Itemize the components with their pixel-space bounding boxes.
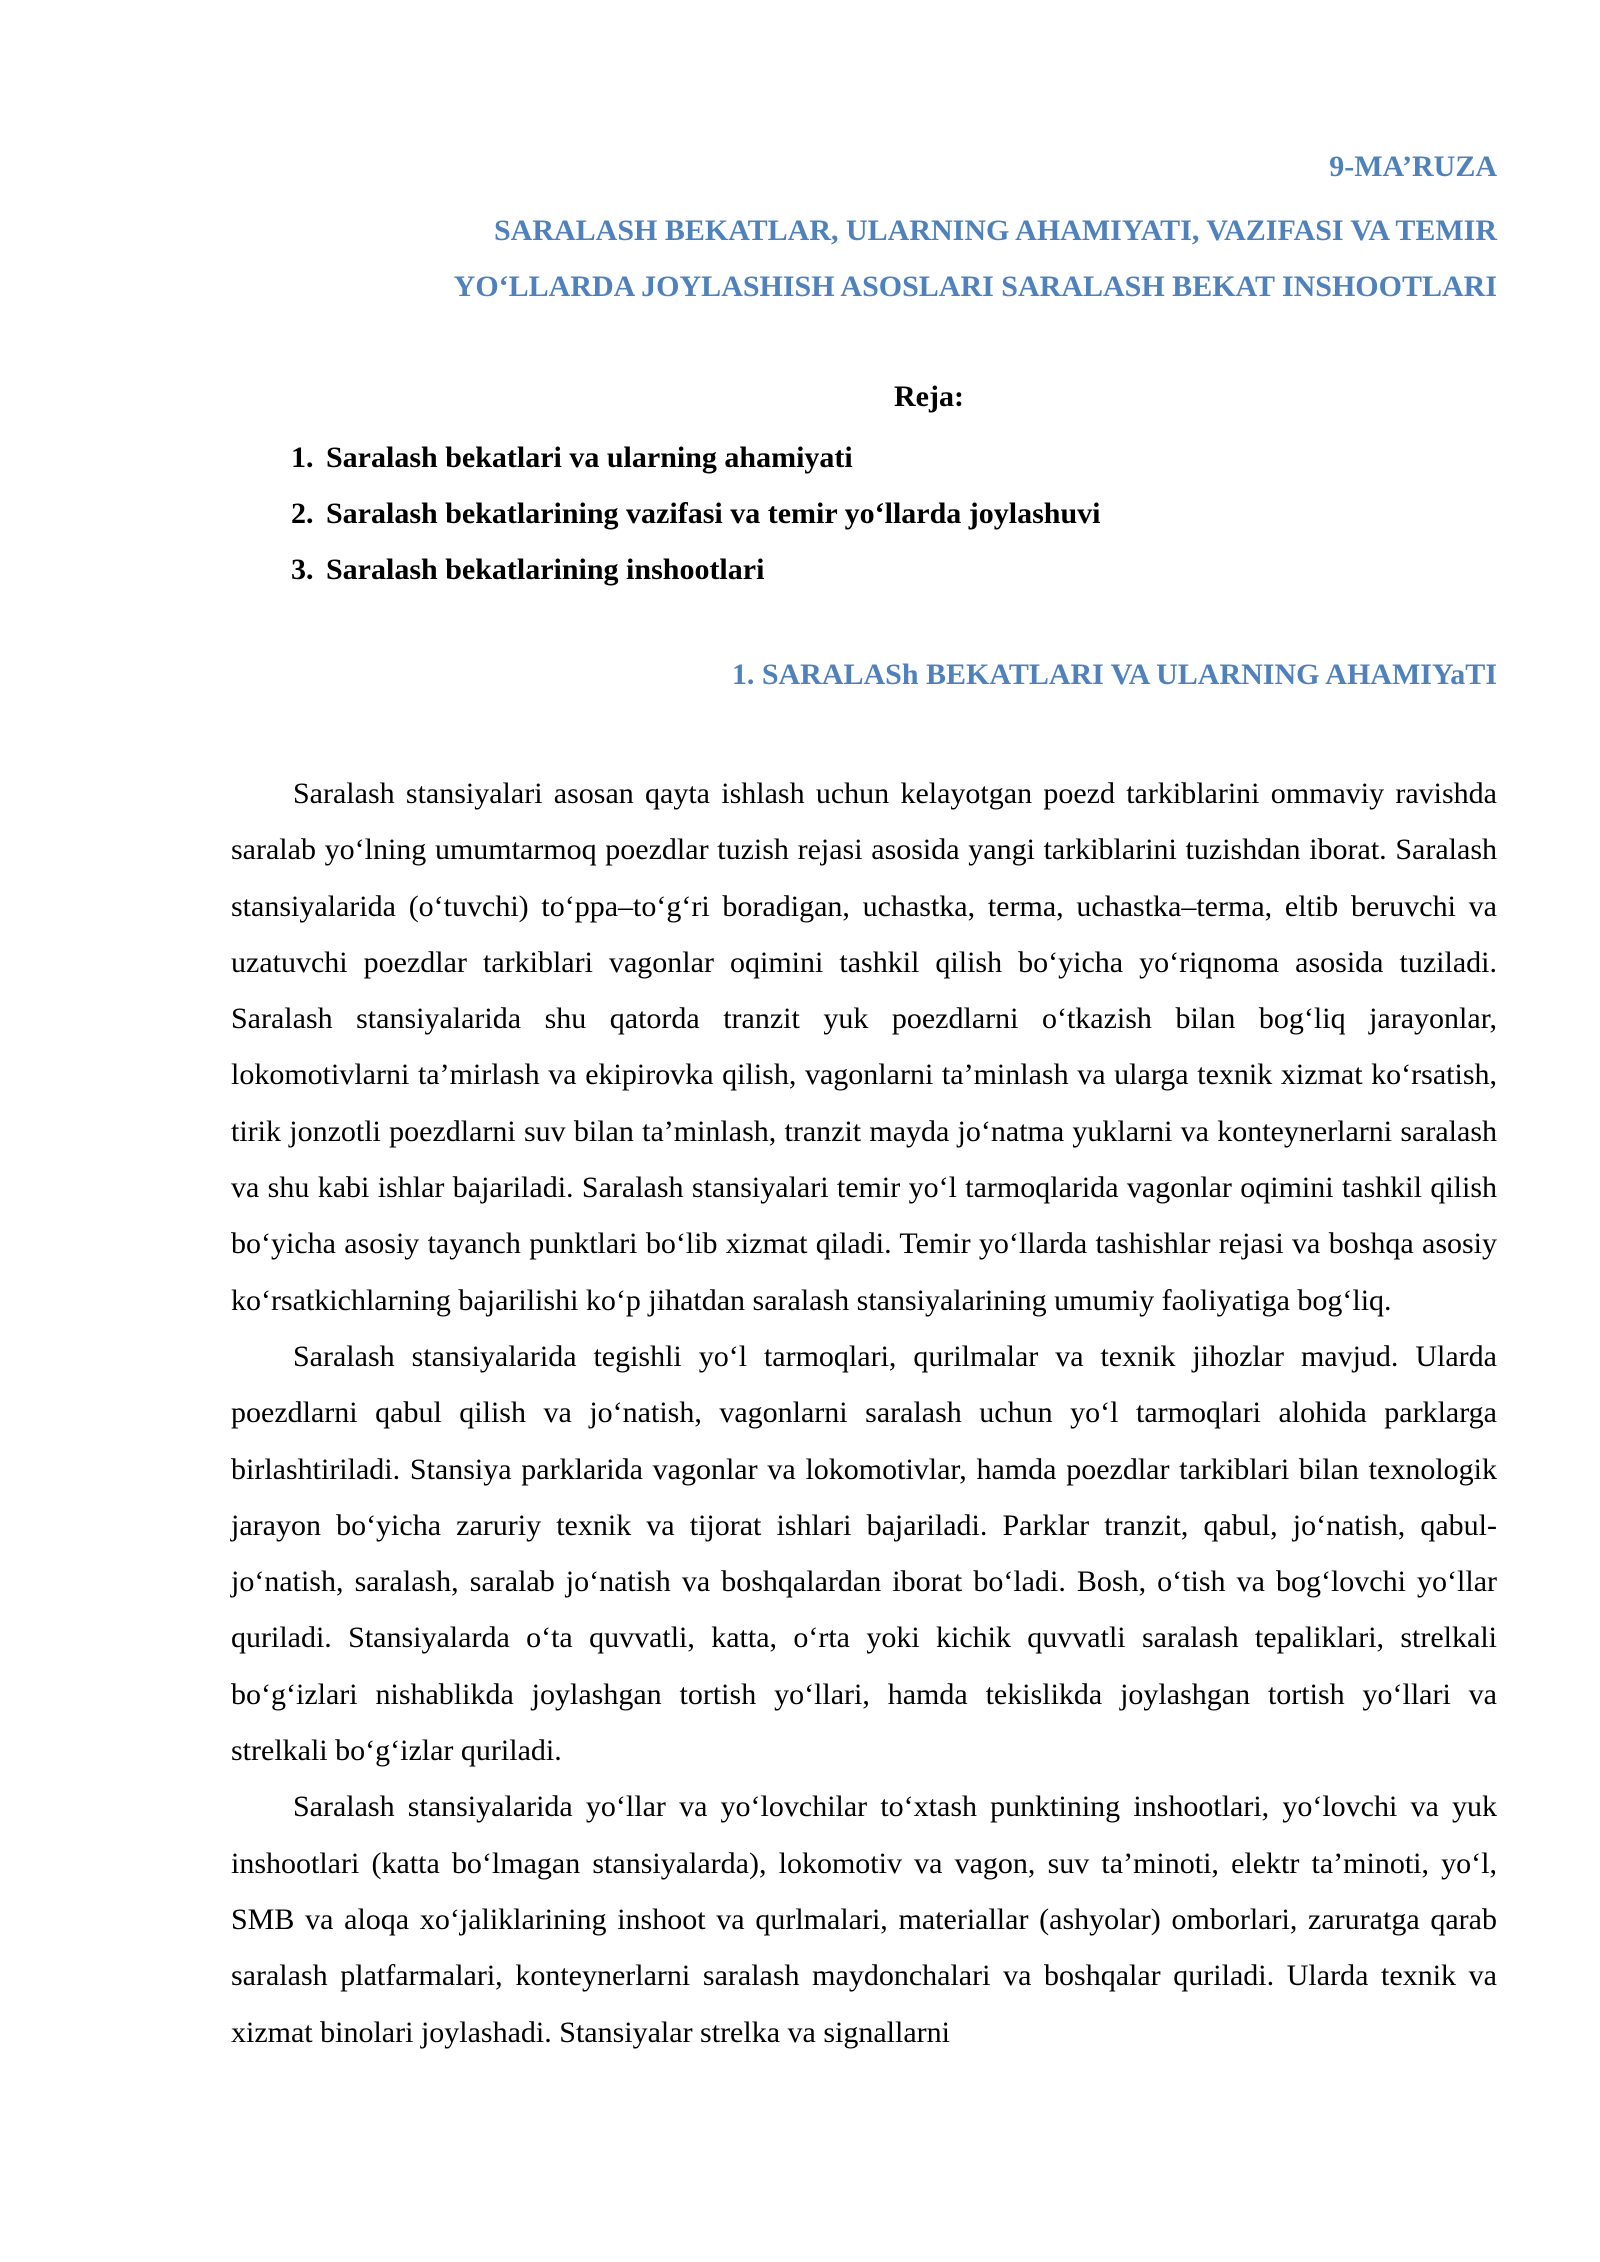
plan-item-number: 1. (291, 441, 314, 474)
plan-item (291, 542, 1100, 598)
paragraph: Saralash stansiyalarida tegishli yo‘l tarmoqlari, qurilmalar va texnik jihozlar mavjud. Ularda poezdlarni qabul qilish va jo‘natish, vagonlarni saralash uchun yo‘l tarmoqlari alohida parklarga birlashtiriladi. Stansiya parklarida vagonlar va lokomotivlar, hamda poezdlar tarkiblari bilan texnologik jarayon bo‘yicha zaruriy texnik va tijorat ishlari bajariladi. Parklar tranzit, qabul, jo‘natish, qabul-jo‘natish, saralash, saralab jo‘natish va boshqalardan iborat bo‘ladi. Bosh, o‘tish va bog‘lovchi yo‘llar quriladi. Stansiyalarda o‘ta quvvatli, katta, o‘rta yoki kichik quvvatli saralash tepaliklari, strelkali bo‘g‘izlari nishablikda joylashgan tortish yo‘llari, hamda tekislikda joylashgan tortish yo‘llari va strelkali bo‘g‘izlar quriladi. (231, 1339, 1497, 1768)
plan-item-number: 3. (291, 553, 314, 586)
lecture-number: 9-MA’RUZA (1329, 150, 1497, 183)
plan-item-number: 2. (291, 497, 314, 530)
lecture-title-line: YO‘LLARDA JOYLASHISH ASOSLARI SARALASH BEKAT INSHOOTLARI (453, 270, 1497, 303)
plan-item-text: Saralash bekatlari va ularning ahamiyati (326, 441, 853, 474)
plan-item (291, 430, 1100, 486)
section-heading: 1. SARALASh BEKATLARI VA ULARNING AHAMIYaTI (731, 658, 1497, 691)
lecture-title-line: SARALASH BEKATLAR, ULARNING AHAMIYATI, VAZIFASI VA TEMIR (493, 214, 1497, 247)
body-text (231, 766, 1497, 2061)
plan-list (291, 430, 1100, 598)
plan-item-text: Saralash bekatlarining inshootlari (326, 553, 765, 586)
plan-item (291, 486, 1100, 542)
plan-heading: Reja: (894, 380, 964, 413)
paragraph: Saralash stansiyalarida yo‘llar va yo‘lovchilar to‘xtash punktining inshootlari, yo‘lovchi va yuk inshootlari (katta bo‘lmagan stansiyalarda), lokomotiv va vagon, suv ta’minoti, elektr ta’minoti, yo‘l, SMB va aloqa xo‘jaliklarining inshoot va qurlmalari, materiallar (ashyolar) omborlari, zaruratga qarab saralash platfarmalari, konteynerlarni saralash maydonchalari va boshqalar quriladi. Ularda texnik va xizmat binolari joylashadi. Stansiyalar strelka va signallarni (231, 1790, 1497, 2049)
paragraph: Saralash stansiyalari asosan qayta ishlash uchun kelayotgan poezd tarkiblarini ommaviy ravishda saralab yo‘lning umumtarmoq poezdlar tuzish rejasi asosida yangi tarkiblarini tuzishdan iborat. Saralash stansiyalarida (o‘tuvchi) to‘ppa–to‘g‘ri boradigan, uchastka, terma, uchastka–terma, eltib beruvchi va uzatuvchi poezdlar tarkiblari vagonlar oqimini tashkil qilish bo‘yicha yo‘riqnoma asosida tuziladi. Saralash stansiyalarida shu qatorda tranzit yuk poezdlarni o‘tkazish bilan bog‘liq jarayonlar, lokomotivlarni ta’mirlash va ekipirovka qilish, vagonlarni ta’minlash va ularga texnik xizmat ko‘rsatish, tirik jonzotli poezdlarni suv bilan ta’minlash, tranzit mayda jo‘natma yuklarni va konteynerlarni saralash va shu kabi ishlar bajariladi. Saralash stansiyalari temir yo‘l tarmoqlarida vagonlar oqimini tashkil qilish bo‘yicha asosiy tayanch punktlari bo‘lib xizmat qiladi. Temir yo‘llarda tashishlar rejasi va boshqa asosiy ko‘rsatkichlarning bajarilishi ko‘p jihatdan saralash stansiyalarining umumiy faoliyatiga bog‘liq. (231, 777, 1497, 1317)
plan-item-text: Saralash bekatlarining vazifasi va temir yo‘llarda joylashuvi (326, 497, 1101, 530)
lecture-title (231, 203, 1497, 315)
